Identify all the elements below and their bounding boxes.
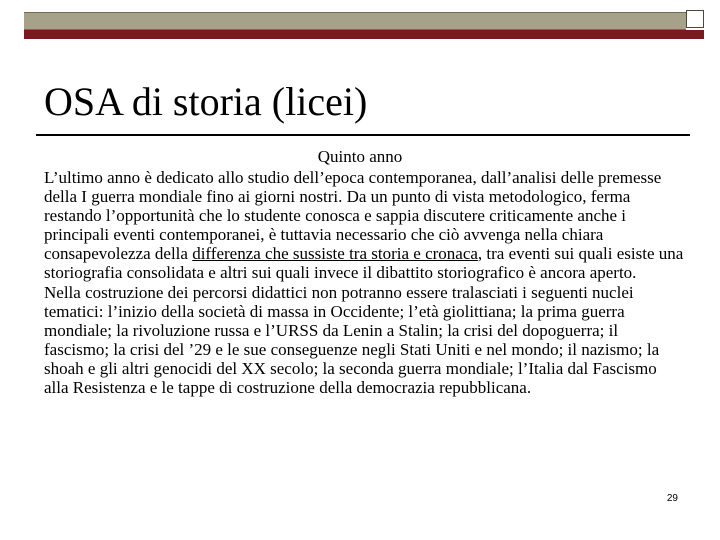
page-number: 29 bbox=[666, 493, 678, 504]
paragraph-intro-tail: , tra eventi sui quali esiste una storiografia consolidata e altri sui quali invece il dibattito storiografico è ancora aperto. bbox=[44, 244, 684, 283]
header-decoration-bar bbox=[24, 12, 686, 30]
underlined-phrase: differenza che sussiste tra storia e cronaca bbox=[192, 244, 478, 264]
paragraph-intro-text: L’ultimo anno è dedicato allo studio dell’epoca contemporanea, dall’analisi delle premesse della I guerra mondiale fino ai giorni nostri. Da un punto di vista metodologico, ferma restando l’opportunità che lo studente conosca e sappia discutere criticamente anche i principali eventi contemporanei, è tuttavia necessario che ciò avvenga nella chiara consapevolezza della bbox=[44, 168, 662, 264]
corner-square-icon bbox=[686, 10, 704, 28]
paragraph-intro bbox=[44, 168, 684, 283]
slide-subtitle: Quinto anno bbox=[317, 147, 403, 166]
header-accent-bar bbox=[24, 30, 704, 39]
title-divider bbox=[36, 134, 690, 136]
slide-title: OSA di storia (licei) bbox=[44, 79, 368, 124]
slide-body bbox=[44, 168, 684, 397]
paragraph-nuclei: Nella costruzione dei percorsi didattici non potranno essere tralasciati i seguenti nuclei tematici: l’inizio della società di massa in Occidente; l’età giolittiana; la prima guerra mondiale; la rivoluzione russa e l’URSS da Lenin a Stalin; la crisi del dopoguerra; il fascismo; la crisi del ’29 e le sue conseguenze negli Stati Uniti e nel mondo; il nazismo; la shoah e gli altri genocidi del XX secolo; la seconda guerra mondiale; l’Italia dal Fascismo alla Resistenza e le tappe di costruzione della democrazia repubblicana. bbox=[44, 282, 660, 398]
